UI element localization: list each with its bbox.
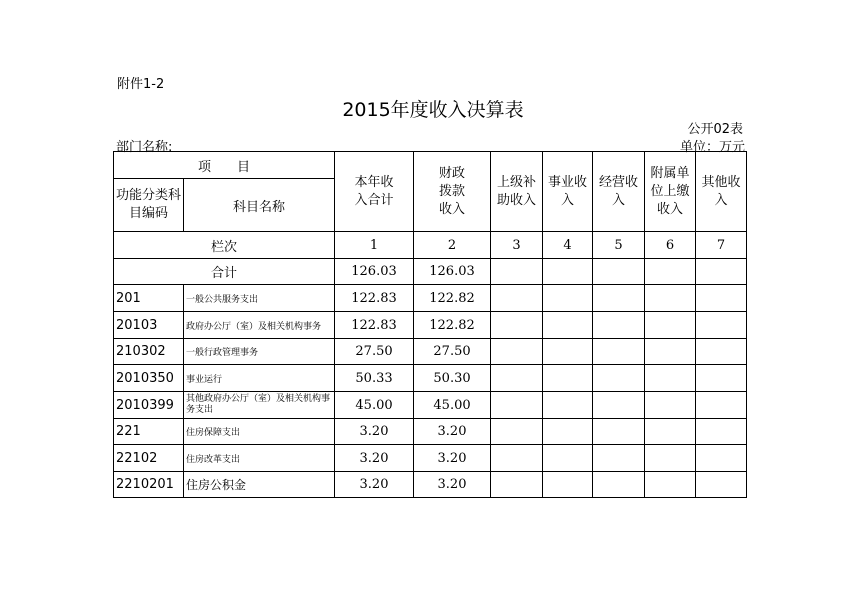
subject-name-cell: 一般行政管理事务 [184,339,335,365]
table-row [114,472,747,498]
table-row [114,392,747,419]
subject-name-cell: 住房公积金 [184,472,335,498]
column-index: 4 [543,232,593,259]
header-fiscal-allocation: 财政拨款收入 [414,152,491,232]
form-number: 公开02表 [687,122,743,137]
fiscal-allocation-cell: 27.50 [414,339,491,365]
page-title: 2015年度收入决算表 [342,99,524,121]
fiscal-allocation-cell: 126.03 [414,259,491,285]
header-func-code: 功能分类科目编码 [114,179,184,232]
fiscal-allocation-cell: 122.82 [414,285,491,312]
table-row [114,339,747,365]
header-subject-name: 科目名称 [184,179,335,232]
subject-name-cell: 政府办公厅（室）及相关机构事务 [184,312,335,339]
fiscal-allocation-cell: 3.20 [414,472,491,498]
income-table [113,151,747,498]
subject-name-cell: 住房改革支出 [184,445,335,472]
total-income-cell: 3.20 [335,419,414,445]
header-item: 项 目 [114,152,335,179]
total-income-cell: 27.50 [335,339,414,365]
func-code-cell: 2210201 [114,472,184,498]
column-index: 1 [335,232,414,259]
header-superior-subsidy: 上级补助收入 [491,152,543,232]
total-income-cell: 3.20 [335,445,414,472]
department-label: 部门名称: [116,140,173,155]
total-row-label: 合计 [114,259,335,285]
column-index: 3 [491,232,543,259]
table-row [114,285,747,312]
header-business-income: 事业收入 [543,152,593,232]
table-row [114,445,747,472]
total-income-cell: 45.00 [335,392,414,419]
fiscal-allocation-cell: 45.00 [414,392,491,419]
total-income-cell: 3.20 [335,472,414,498]
func-code-cell: 221 [114,419,184,445]
func-code-cell: 20103 [114,312,184,339]
table-row [114,365,747,392]
fiscal-allocation-cell: 3.20 [414,445,491,472]
func-code-cell: 2010350 [114,365,184,392]
column-index: 2 [414,232,491,259]
fiscal-allocation-cell: 50.30 [414,365,491,392]
column-index: 5 [593,232,645,259]
header-affiliated-income: 附属单位上缴收入 [645,152,696,232]
table-row [114,419,747,445]
subject-name-cell: 事业运行 [184,365,335,392]
func-code-cell: 2010399 [114,392,184,419]
total-income-cell: 122.83 [335,285,414,312]
fiscal-allocation-cell: 3.20 [414,419,491,445]
func-code-cell: 22102 [114,445,184,472]
subject-name-cell: 住房保障支出 [184,419,335,445]
unit-label: 单位：万元 [679,140,745,155]
subject-name-cell: 其他政府办公厅（室）及相关机构事务支出 [184,392,335,419]
header-total-income: 本年收入合计 [335,152,414,232]
fiscal-allocation-cell: 122.82 [414,312,491,339]
total-income-cell: 50.33 [335,365,414,392]
header-other-income: 其他收入 [696,152,747,232]
attachment-label: 附件1-2 [117,77,165,92]
column-index: 6 [645,232,696,259]
subject-name-cell: 一般公共服务支出 [184,285,335,312]
header-operating-income: 经营收入 [593,152,645,232]
func-code-cell: 210302 [114,339,184,365]
table-row [114,312,747,339]
total-income-cell: 126.03 [335,259,414,285]
func-code-cell: 201 [114,285,184,312]
column-index: 7 [696,232,747,259]
column-index-label: 栏次 [114,232,335,259]
total-income-cell: 122.83 [335,312,414,339]
